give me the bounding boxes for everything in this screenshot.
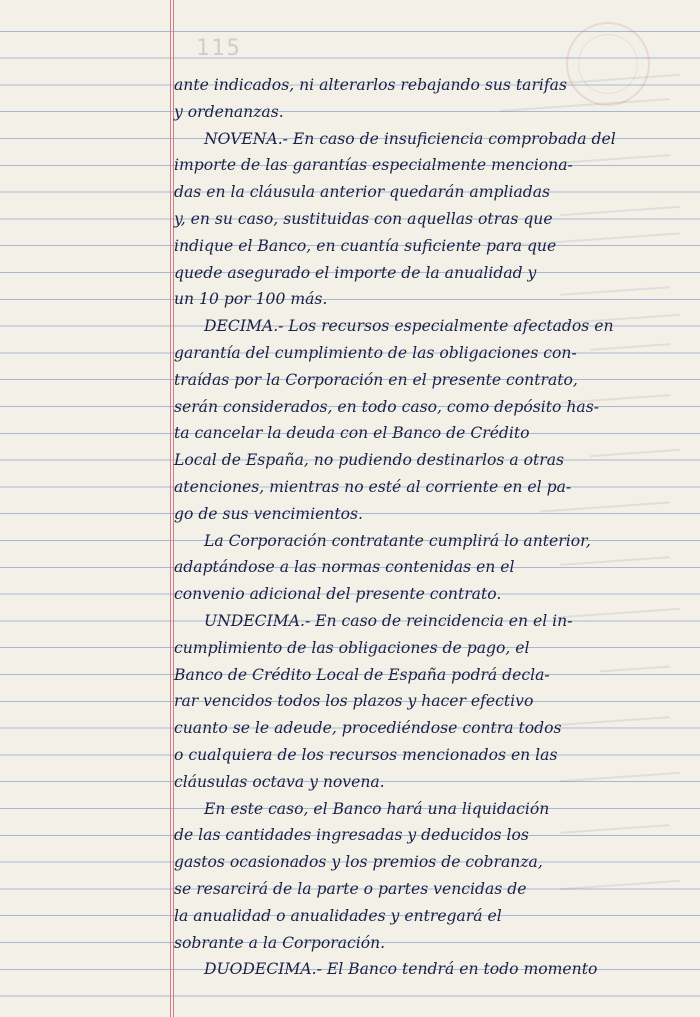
text-line: serán considerados, en todo caso, como depósito has-: [174, 397, 599, 416]
text-line: garantía del cumplimiento de las obligaciones con-: [174, 343, 577, 362]
clause-decima-heading: DECIMA.- Los recursos especialmente afectados en: [204, 317, 614, 336]
text-line: traídas por la Corporación en el presente contrato,: [174, 370, 578, 389]
text-line: La Corporación contratante cumplirá lo anterior,: [204, 531, 591, 550]
text-line: cláusulas octava y novena.: [174, 772, 385, 791]
text-line: gastos ocasionados y los premios de cobranza,: [174, 853, 543, 872]
text-line: o cualquiera de los recursos mencionados en las: [174, 745, 558, 764]
text-line: y ordenanzas.: [174, 102, 284, 121]
text-line: Local de España, no pudiendo destinarlos a otras: [174, 451, 565, 470]
text-line: atenciones, mientras no esté al corriente en el pa-: [174, 477, 572, 496]
text-line: adaptándose a las normas contenidas en el: [174, 558, 515, 577]
text-line: indique el Banco, en cuantía suficiente para que: [174, 236, 557, 255]
text-line: quede asegurado el importe de la anualidad y: [174, 263, 537, 282]
text-line: ante indicados, ni alterarlos rebajando sus tarifas: [174, 76, 567, 94]
margin-rule-left: [170, 0, 171, 1017]
text-line: das en la cláusula anterior quedarán ampliadas: [174, 183, 551, 202]
text-line: un 10 por 100 más.: [174, 290, 328, 309]
text-line: la anualidad o anualidades y entregará el: [174, 906, 502, 925]
page-number: 115: [196, 36, 242, 61]
handwritten-text-block: [174, 72, 668, 983]
text-line: de las cantidades ingresadas y deducidos los: [174, 826, 529, 845]
clause-novena-heading: NOVENA.- En caso de insuficiencia comprobada del: [204, 129, 616, 148]
text-line: En este caso, el Banco hará una liquidación: [204, 799, 550, 818]
text-line: convenio adicional del presente contrato.: [174, 585, 502, 604]
clause-duodecima-heading: DUODECIMA.- El Banco tendrá en todo momento: [204, 960, 598, 979]
text-line: se resarcirá de la parte o partes vencidas de: [174, 879, 527, 898]
clause-undecima-heading: UNDECIMA.- En caso de reincidencia en el in-: [204, 611, 573, 630]
text-line: sobrante a la Corporación.: [174, 933, 386, 952]
text-line: Banco de Crédito Local de España podrá decla-: [174, 665, 550, 684]
text-line: go de sus vencimientos.: [174, 504, 363, 523]
text-line: rar vencidos todos los plazos y hacer efectivo: [174, 692, 534, 711]
text-line: cumplimiento de las obligaciones de pago, el: [174, 638, 530, 657]
text-line: ta cancelar la deuda con el Banco de Crédito: [174, 424, 530, 443]
text-line: importe de las garantías especialmente menciona-: [174, 156, 573, 175]
text-line: cuanto se le adeude, procediéndose contra todos: [174, 719, 562, 738]
text-line: y, en su caso, sustituidas con aquellas otras que: [174, 209, 553, 228]
